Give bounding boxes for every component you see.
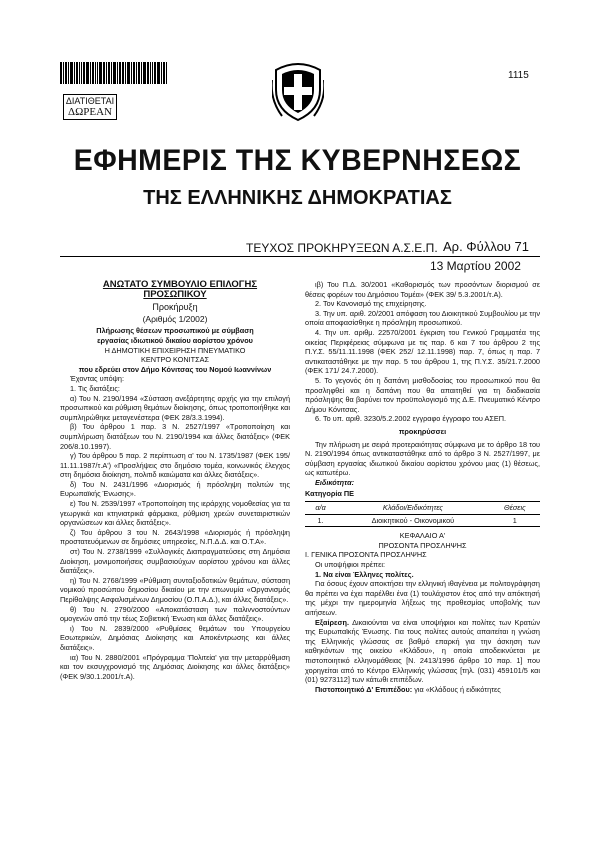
certificate-paragraph (305, 685, 540, 695)
provision-th: θ) Του Ν. 2790/2000 «Αποκατάσταση των παλιννοστούντων ομογενών από την τέως Σοβιετική Ένωση και άλλες διατάξεις». (60, 604, 290, 624)
gazette-subtitle: ΤΗΣ ΕΛΛΗΝΙΚΗΣ ΔΗΜΟΚΡΑΤΙΑΣ (143, 187, 452, 209)
item-6: 6. Το υπ. αριθ. 3230/5.2.2002 εγγραφο έγγραφο του ΑΣΕΠ. (315, 414, 507, 424)
exception-paragraph (305, 618, 540, 685)
free-label-2: ΔΩΡΕΑΝ (68, 106, 112, 118)
exception-text: Δικαιούνται να είναι υποψήφιοι και πολίτες των Κρατών της Ευρωπαϊκής Ένωσης. Για τους πολίτες αυτούς απαιτείται η γνώση της Ελληνικής γλώσσας σε βαθμό επαρκή για την άσκηση των καθηκόντων της οικείου «Κλάδου», η οποία αποδεικνύεται με πιστοποιητικό ελληνομάθειας [Ν. 2413/1996 άρθρο 10 παρ. 1] που χορηγείται από το Κέντρο Ελληνικής γλώσσας [τηλ. (031) 459101/5 και (01) 9273112] των κάτωθι επιπέδων. (305, 617, 540, 685)
sheet-number: Αρ. Φύλλου 71 (443, 239, 529, 254)
header-rule (60, 256, 540, 257)
section-heading: Ι. ΓΕΝΙΚΑ ΠΡΟΣΟΝΤΑ ΠΡΟΣΛΗΨΗΣ (305, 550, 427, 560)
table-cell: 1 (490, 514, 540, 527)
greek-citizens: 1. Να είναι Έλληνες πολίτες. (315, 569, 414, 579)
category-label: Κατηγορία ΠΕ (305, 489, 355, 499)
positions-table (305, 501, 540, 527)
gazette-title: ΕΦΗΜΕΡΙΣ ΤΗΣ ΚΥΒΕΡΝΗΣΕΩΣ (73, 144, 522, 177)
provision-z: ζ) Του άρθρου 3 του Ν. 2643/1998 «Διορισμός ή πρόσληψη προστατευόμενων σε δημόσιες υπηρεσίες, Ν.Π.Δ.Δ. και Ο.Τ.Α». (60, 527, 290, 547)
announce-intro: Την πλήρωση με σειρά προτεραιότητας σύμφωνα με το άρθρο 18 του Ν. 2190/1994 όπως αντικαταστάθηκε από το άρθρο 3 Ν. 2527/1997, με σύμβαση εργασίας ιδιωτικού δικαίου αορίστου χρόνου μιας (1) θέσεως, ως κατωτέρω. (305, 439, 540, 478)
greek-coat-of-arms-icon (272, 60, 324, 122)
notice-desc-5: που εδρεύει στον Δήμο Κόνιτσας του Νομού Ιωαννίνων (78, 364, 272, 374)
provision-ib: ιβ) Του Π.Δ. 30/2001 «Καθορισμός των προσόντων διορισμού σε θέσεις φορέων του Δημόσιου Τομέα» (ΦΕΚ 39/ 5.3.2001/τ.Α). (305, 280, 540, 299)
notice-number: (Αριθμός 1/2002) (142, 313, 208, 324)
provision-c: γ) Του άρθρου 5 παρ. 2 περίπτωση α' του Ν. 1735/1987 (ΦΕΚ 195/ 11.11.1987/τ.Α') «Προσλήψεις στο δημόσιο τομέα, κοινωνικός έλεγχος στη δημόσια διοίκηση, πολιτιδ ικαιώματα και άλλες διατάξεις». (60, 451, 290, 480)
barcode (60, 62, 172, 84)
having-regard: Έχοντας υπόψη: (70, 374, 124, 384)
item-3: 3. Την υπ. αριθ. 20/2001 απόφαση του Διοικητικού Συμβουλίου με την οποία αποφασίσθηκε η πρόσληψη προσωπικού. (305, 308, 540, 328)
certificate-text: για «Κλάδους ή ειδικότητες (412, 684, 501, 694)
issue-date: 13 Μαρτίου 2002 (430, 259, 521, 273)
left-column (60, 280, 290, 681)
notice-desc-3: Η ΔΗΜΟΤΙΚΗ ΕΠΙΧΕΙΡΗΣΗ ΠΝΕΥΜΑΤΙΚΟ (104, 345, 246, 355)
free-distribution-box (63, 94, 117, 120)
provision-b: β) Του άρθρου 1 παρ. 3 Ν. 2527/1997 «Τροποποίηση και συμπλήρωση διατάξεων του Ν. 2190/1994 και άλλες διατάξεις» (ΦΕΚ 206/8.10.1997). (60, 422, 290, 451)
provision-h: η) Του Ν. 2768/1999 «Ρύθμιση συνταξιοδοτικών θεμάτων, σύσταση νομικού προσώπου δημοσίου δικαίου με την επωνυμία «Οργανισμός Περίθαλψης Ασφαλισμένων Δημοσίου (Ο.Π.Α.Δ.), και άλλες διατάξεις». (60, 575, 290, 604)
table-header-cell: Κλάδοι/Ειδικότητες (336, 502, 490, 515)
chapter-heading: ΚΕΦΑΛΑΙΟ Α' (399, 531, 446, 541)
table-header-cell: α/α (305, 502, 336, 515)
announce-heading: προκηρύσσει (398, 426, 447, 436)
provision-ia: ια) Του Ν. 2880/2001 «Πρόγραμμα 'Πολιτεία' για την μεταρρύθμιση και τον εκσυγχρονισμό της Δημόσιας Διοίκησης και άλλες διατάξεις» (ΦΕΚ 9/30.1.2001/τ.Α). (60, 652, 290, 681)
notice-desc-4: ΚΕΝΤΡΟ ΚΟΝΙΤΣΑΣ (141, 355, 209, 365)
chapter-title: ΠΡΟΣΟΝΤΑ ΠΡΟΣΛΗΨΗΣ (378, 540, 467, 550)
right-column (305, 280, 540, 694)
org-heading: ΑΝΩΤΑΤΟ ΣΥΜΒΟΥΛΙΟ ΕΠΙΛΟΓΗΣ ΠΡΟΣΩΠΙΚΟΥ (102, 279, 258, 300)
page-number: 1115 (508, 70, 529, 81)
item-2: 2. Τον Κανονισμό της επιχείρησης. (315, 299, 427, 309)
exception-label: Εξαίρεση. (315, 617, 349, 627)
notice-desc-1: Πλήρωσης θέσεων προσωπικού με σύμβαση (96, 326, 254, 336)
table-row (305, 514, 540, 527)
must-label: Οι υποψήφιοι πρέπει: (315, 560, 385, 570)
provision-i: ι) Του Ν. 2839/2000 «Ρυθμίσεις θεμάτων του Υπουργείου Εσωτερικών, Δημόσιας Διοίκησης και Αποκέντρωσης και άλλες διατάξεις». (60, 623, 290, 652)
specialty-label: Ειδικότητα: (315, 477, 355, 487)
table-header-row (305, 502, 540, 515)
greek-citizens-text: Για όσους έχουν αποκτήσει την ελληνική ιθαγένεια με πολιτογράφηση θα πρέπει να έχει παρέλθει ένα (1) τουλάχιστον έτος από την απόκτησή της μέχρι την ημερομηνία λήξεως της προθεσμίας υποβολής των αιτήσεων. (305, 579, 540, 617)
provisions: 1. Τις διατάξεις: (70, 383, 120, 393)
table-cell: Διοικητικού - Οικονομικού (336, 514, 490, 527)
notice-title: Προκήρυξη (152, 302, 198, 313)
certificate-label: Πιστοποιητικό Δ' Επιπέδου: (315, 684, 413, 694)
table-cell: 1. (305, 514, 336, 527)
notice-desc-2: εργασίας ιδιωτικού δικαίου αορίστου χρόνου (97, 335, 253, 345)
provision-e: ε) Του Ν. 2539/1997 «Τροποποίηση της ιεράρχης νομοθεσίας για τα γεωργικά και κτηνιατρικά φάρμακα, ρύθμιση χρεών συνεταιριστικών οργανώσεων και άλλες διατάξεις». (60, 499, 290, 528)
provision-d: δ) Του Ν. 2431/1996 «Διορισμός ή πρόσληψη πολιτών της Ευρωπαϊκής Ένωσης». (60, 479, 290, 499)
provision-st: στ) Του Ν. 2738/1999 «Συλλογικές Διαπραγματεύσεις στη Δημόσια Διοίκηση, μονιμοποιήσεις συμβασιούχων αορίστου χρόνου και άλλες διατάξεις». (60, 547, 290, 576)
provision-a: α) Του Ν. 2190/1994 «Σύσταση ανεξάρτητης αρχής για την επιλογή προσωπικού και ρύθμιση θεμάτων διοίκησης, όπως τροποποιήθηκε και συμπληρώθηκε μεταγενέστερα (ΦΕΚ 28/3.3.1994). (60, 393, 290, 422)
free-label-1: ΔΙΑΤΙΘΕΤΑΙ (65, 96, 115, 106)
item-5: 5. Το γεγονός ότι η δαπάνη μισθοδοσίας του προσωπικού που θα προσληφθεί και η δαπάνη που θα απαιτηθεί για τη διαδικασία πρόσληψης θα βαρύνει τον προϋπολογισμό της Δ.Ε. Πνευματικό Κέντρο Δήμου Κόνιτσας. (305, 375, 540, 414)
table-header-cell: Θέσεις (490, 502, 540, 515)
item-4: 4. Την υπ. αριθμ. 22570/2001 έγκριση του Γενικού Γραμματέα της οικείας Περιφέρειας σύμφωνα με τις παρ. 6 και 7 του άρθρου 2 της Π.Υ.Σ. 55/11.11.1998 (ΦΕΚ 252/ 12.11.1998) παρ. 7, όπως η παρ. 7 αντικαταστάθηκε με την παρ. 5 του άρθρου 1, της Π.Υ.Σ. 35/21.7.2000 (ΦΕΚ 171/ 24.7.2000). (305, 327, 540, 376)
issue-label: ΤΕΥΧΟΣ ΠΡΟΚΗΡΥΞΕΩΝ Α.Σ.Ε.Π. (246, 241, 438, 255)
